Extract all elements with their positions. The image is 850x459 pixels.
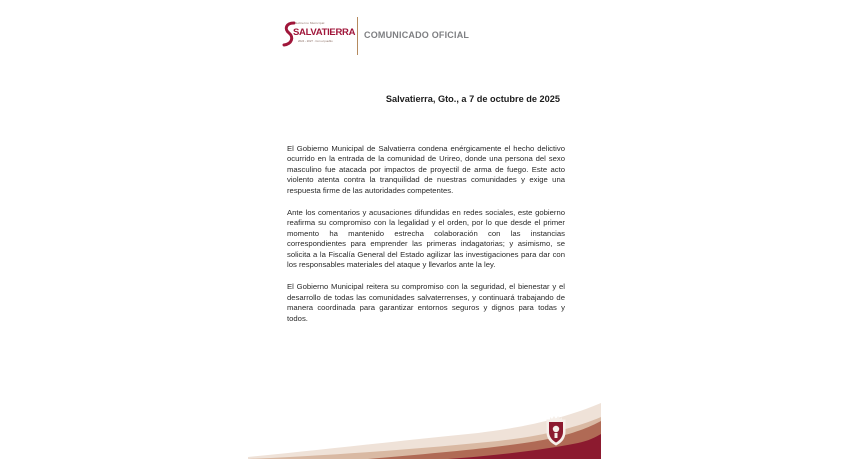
municipal-crest-icon <box>544 414 568 446</box>
paragraph-1: El Gobierno Municipal de Salvatierra condena enérgicamente el hecho delictivo ocurrido en la entrada de la comunidad de Urireo, donde una persona del sexo masculino fue atacada por impactos de proyectil de arma de fuego. Este acto violento atenta contra la tranquilidad de nuestras comunidades y exige una respuesta firme de las autoridades competentes. <box>287 144 565 195</box>
date-line: Salvatierra, Gto., a 7 de octubre de 2025 <box>385 94 560 104</box>
logo-small-text: Gobierno Municipal <box>295 21 325 25</box>
document-title: COMUNICADO OFICIAL <box>364 30 470 40</box>
document-page <box>248 0 601 459</box>
header-divider <box>357 17 358 55</box>
paragraph-3: El Gobierno Municipal reitera su compromiso con la seguridad, el bienestar y el desarrollo de todas las comunidades salvaterrenses, y continuará trabajando de manera coordinada para garantizar entornos seguros y dignos para todas y todos. <box>287 282 565 323</box>
document-body <box>287 144 565 336</box>
salvatierra-logo <box>282 18 356 52</box>
paragraph-2: Ante los comentarios y acusaciones difundidas en redes sociales, este gobierno reafirma su compromiso con la legalidad y el orden, por lo que desde el primer momento ha mantenido estrecha colaboración con las instancias correspondientes para emprender las primeras indagatorias; y asimismo, se solicita a la Fiscalía General del Estado agilizar las investigaciones para dar con los responsables materiales del ataque y llevarlos ante la ley. <box>287 208 565 270</box>
logo-tagline: 2024 - 2027 · Con el pueblo <box>298 39 333 43</box>
logo-name: SALVATIERRA <box>293 27 356 38</box>
